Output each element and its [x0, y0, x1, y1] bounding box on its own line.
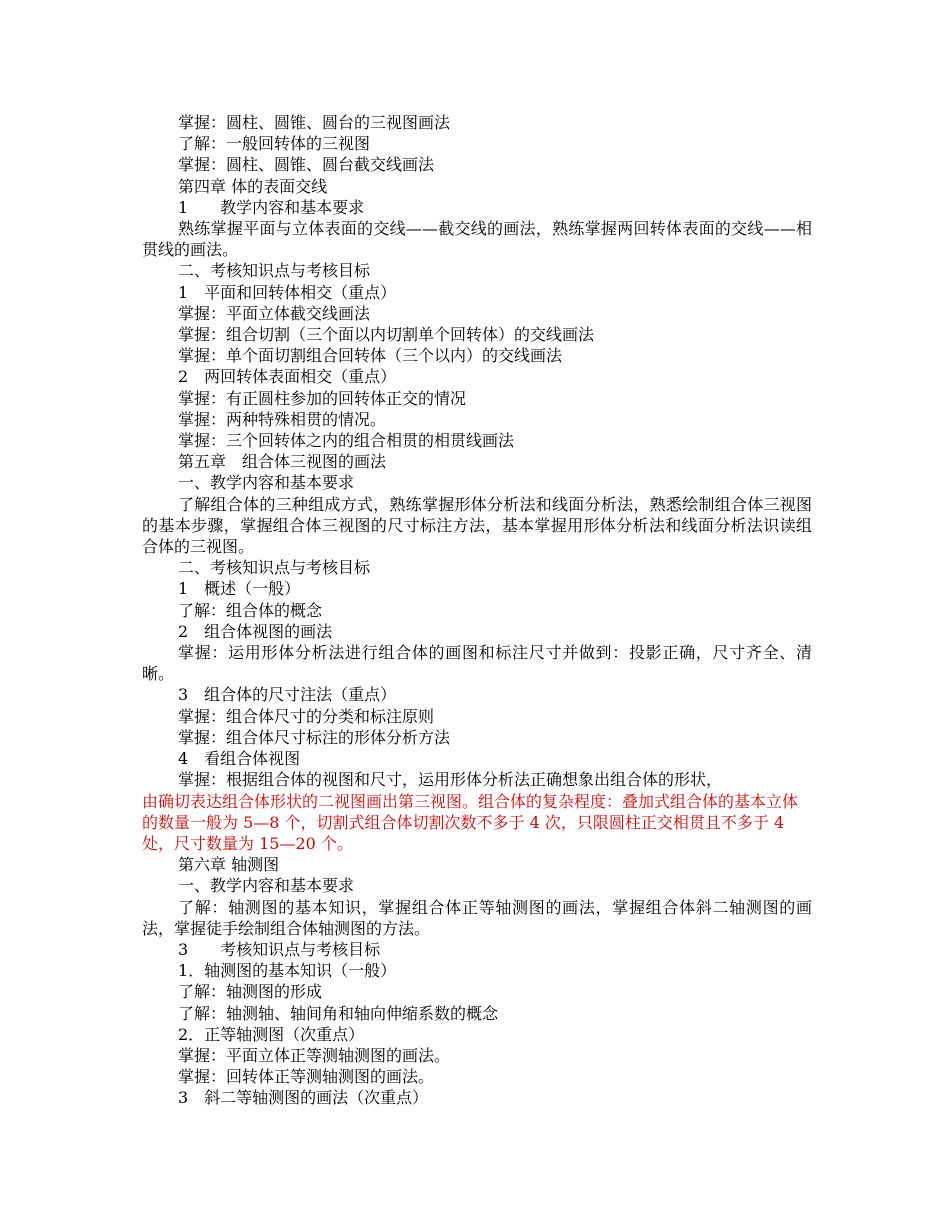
- subsection-heading: 1 概述（一般）: [178, 579, 301, 599]
- text-line: 了解：轴测图的形成: [178, 982, 323, 1002]
- text-line: 掌握：两种特殊相贯的情况。: [178, 409, 387, 429]
- text-line: 掌握：回转体正等测轴测图的画法。: [178, 1067, 435, 1087]
- text-line: 掌握：有正圆柱参加的回转体正交的情况: [178, 388, 467, 408]
- paragraph: 掌握：运用形体分析法进行组合体的画图和标注尺寸并做到：投影正确，尺寸齐全、清晰。: [142, 643, 812, 684]
- subsection-heading: 1 平面和回转体相交（重点）: [178, 282, 397, 302]
- subsection-heading: 2．正等轴测图（次重点）: [178, 1024, 365, 1044]
- text-line: 了解：轴测轴、轴间角和轴向伸缩系数的概念: [178, 1003, 499, 1023]
- chapter-heading: 第五章 组合体三视图的画法: [178, 452, 387, 472]
- text-line: 了解：一般回转体的三视图: [178, 134, 371, 154]
- text-line: 掌握：组合体尺寸标注的形体分析方法: [178, 727, 451, 747]
- subsection-heading: 2 组合体视图的画法: [178, 621, 333, 641]
- text-line: 了解：组合体的概念: [178, 600, 323, 620]
- section-heading: 1 教学内容和基本要求: [178, 197, 365, 217]
- text-line: 掌握：单个面切割组合回转体（三个以内）的交线画法: [178, 346, 563, 366]
- chapter-heading: 第六章 轴测图: [178, 855, 280, 875]
- subsection-heading: 2 两回转体表面相交（重点）: [178, 367, 397, 387]
- subsection-heading: 4 看组合体视图: [178, 749, 301, 769]
- subsection-heading: 3 斜二等轴测图的画法（次重点）: [178, 1088, 429, 1108]
- paragraph: 了解：轴测图的基本知识，掌握组合体正等轴测图的画法，掌握组合体斜二轴测图的画法，掌握徒手绘制组合体轴测图的方法。: [142, 897, 812, 938]
- text-line: 掌握：根据组合体的视图和尺寸，运用形体分析法正确想象出组合体的形状，: [178, 770, 723, 790]
- text-line: 掌握：组合体尺寸的分类和标注原则: [178, 706, 435, 726]
- text-line: 掌握：组合切割（三个面以内切割单个回转体）的交线画法: [178, 325, 595, 345]
- text-line: 掌握：平面立体截交线画法: [178, 303, 371, 323]
- section-heading: 一、教学内容和基本要求: [178, 473, 355, 493]
- section-heading: 3 考核知识点与考核目标: [178, 939, 381, 959]
- chapter-heading: 第四章 体的表面交线: [178, 176, 328, 196]
- subsection-heading: 3 组合体的尺寸注法（重点）: [178, 685, 397, 705]
- section-heading: 一、教学内容和基本要求: [178, 876, 355, 896]
- highlighted-paragraph: 由确切表达组合体形状的二视图画出第三视图。组合体的复杂程度：叠加式组合体的基本立体的数量一般为 5—8 个，切割式组合体切割次数不多于 4 次，只限圆柱正交相贯且不多于 4 处，尺寸数量为 15—20 个。: [142, 791, 799, 853]
- paragraph: 熟练掌握平面与立体表面的交线——截交线的画法，熟练掌握两回转体表面的交线——相贯线的画法。: [142, 219, 812, 260]
- section-heading: 二、考核知识点与考核目标: [178, 261, 371, 281]
- section-heading: 二、考核知识点与考核目标: [178, 558, 371, 578]
- text-line: 掌握：平面立体正等测轴测图的画法。: [178, 1045, 451, 1065]
- paragraph: 了解组合体的三种组成方式，熟练掌握形体分析法和线面分析法，熟悉绘制组合体三视图的基本步骤，掌握组合体三视图的尺寸标注方法，基本掌握用形体分析法和线面分析法识读组合体的三视图。: [142, 494, 812, 557]
- text-line: 掌握：圆柱、圆锥、圆台截交线画法: [178, 155, 435, 175]
- text-line: 掌握：圆柱、圆锥、圆台的三视图画法: [178, 113, 451, 132]
- subsection-heading: 1．轴测图的基本知识（一般）: [178, 961, 397, 981]
- text-line: 掌握：三个回转体之内的组合相贯的相贯线画法: [178, 431, 515, 451]
